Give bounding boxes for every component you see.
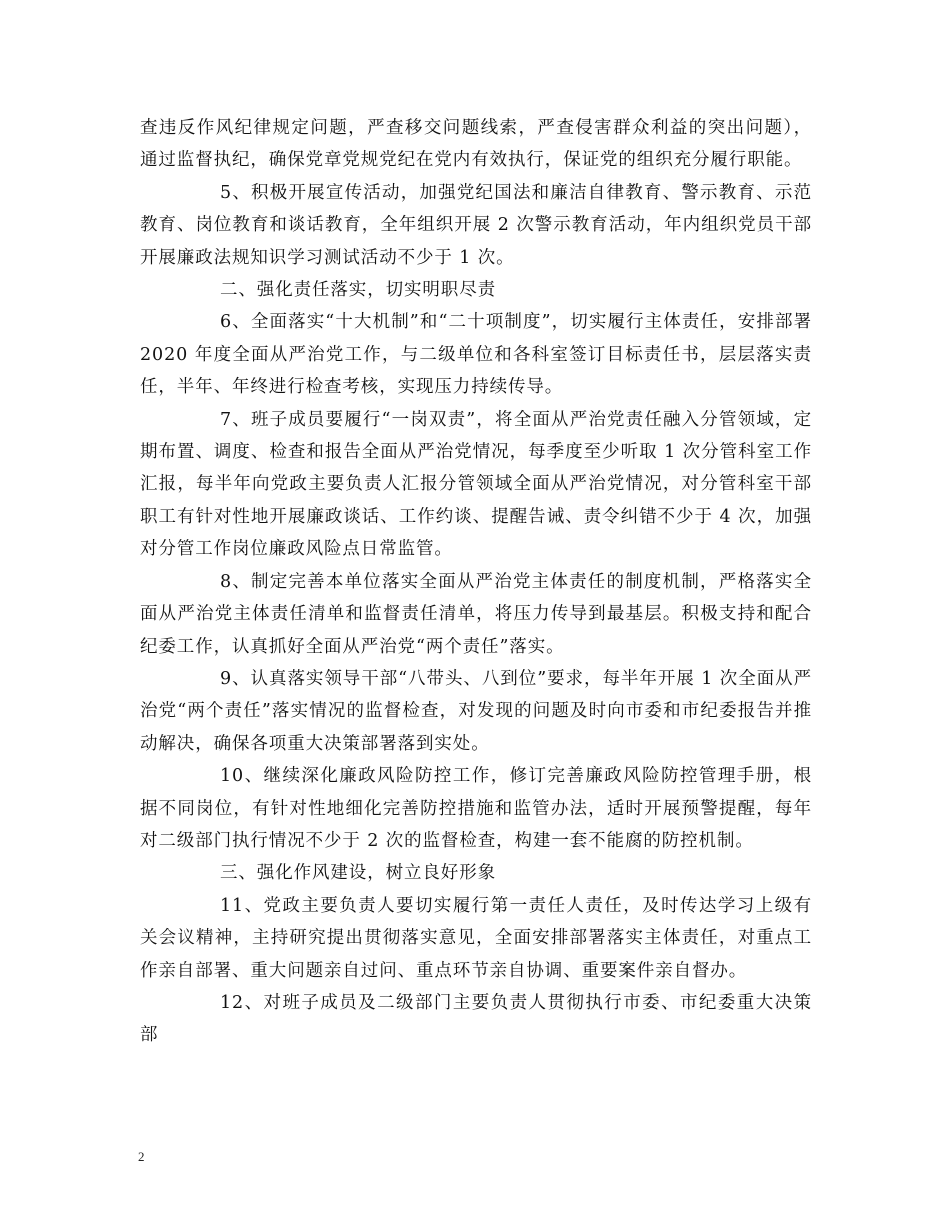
paragraph: 11、党政主要负责人要切实履行第一责任人责任，及时传达学习上级有关会议精神，主持研究提出贯彻落实意见，全面安排部署落实主体责任，对重点工作亲自部署、重大问题亲自过问、重点环节亲自协调、重要案件亲自督办。	[140, 895, 812, 981]
paragraph: 7、班子成员要履行“一岗双责”，将全面从严治党责任融入分管领域，定期布置、调度、检查和报告全面从严治党情况，每季度至少听取 1 次分管科室工作汇报，每半年向党政主要负责人汇报分管领域全面从严治党情况，对分管科室干部职工有针对性地开展廉政谈话、工作约谈、提醒告诫、责令纠错不少于 4 次，加强对分管工作岗位廉政风险点日常监管。	[140, 409, 812, 560]
section-heading: 二、强化责任落实，切实明职尽责	[220, 280, 496, 301]
paragraph: 8、制定完善本单位落实全面从严治党主体责任的制度机制，严格落实全面从严治党主体责任清单和监督责任清单，将压力传导到最基层。积极支持和配合纪委工作，认真抓好全面从严治党“两个责任”落实。	[140, 571, 812, 657]
paragraph: 6、全面落实“十大机制”和“二十项制度”，切实履行主体责任，安排部署 2020 年度全面从严治党工作，与二级单位和各科室签订目标责任书，层层落实责任，半年、年终进行检查考核，实现压力持续传导。	[140, 312, 812, 398]
section-heading: 三、强化作风建设，树立良好形象	[220, 863, 496, 884]
paragraph: 5、积极开展宣传活动，加强党纪国法和廉洁自律教育、警示教育、示范教育、岗位教育和谈话教育，全年组织开展 2 次警示教育活动，年内组织党员干部开展廉政法规知识学习测试活动不少于 1 次。	[140, 182, 812, 268]
paragraph: 12、对班子成员及二级部门主要负责人贯彻执行市委、市纪委重大决策部	[140, 992, 812, 1046]
paragraph: 10、继续深化廉政风险防控工作，修订完善廉政风险防控管理手册，根据不同岗位，有针对性地细化完善防控措施和监管办法，适时开展预警提醒，每年对二级部门执行情况不少于 2 次的监督检查，构建一套不能腐的防控机制。	[140, 766, 812, 851]
paragraph: 查违反作风纪律规定问题，严查移交问题线索，严查侵害群众利益的突出问题），通过监督执纪，确保党章党规党纪在党内有效执行，保证党的组织充分履行职能。	[140, 118, 812, 171]
page-number: 2	[138, 1149, 145, 1164]
document-body	[140, 112, 812, 1052]
paragraph: 9、认真落实领导干部“八带头、八到位”要求，每半年开展 1 次全面从严治党“两个责任”落实情况的监督检查，对发现的问题及时向市委和市纪委报告并推动解决，确保各项重大决策部署落到实处。	[140, 668, 812, 754]
